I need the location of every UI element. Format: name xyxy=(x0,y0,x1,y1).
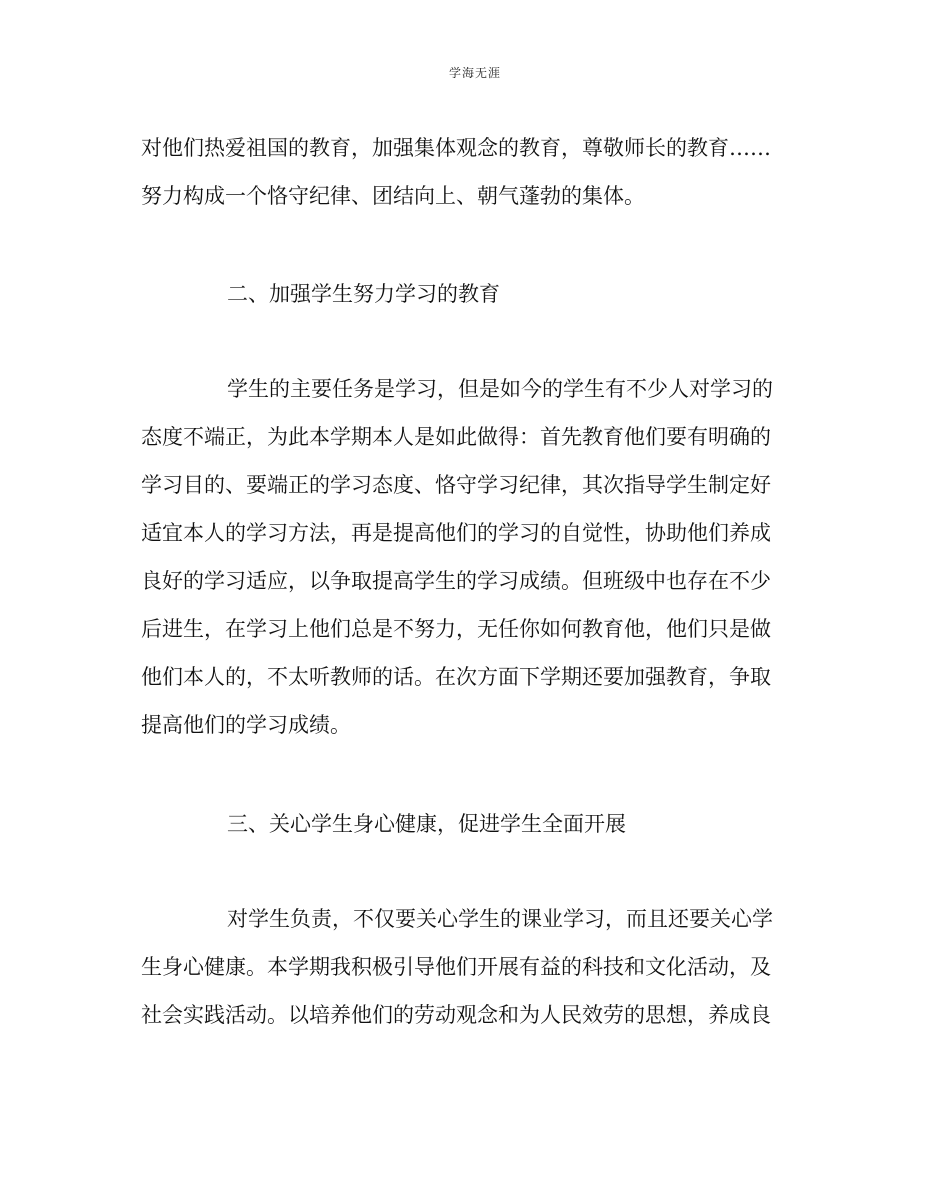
paragraph-line: 努力构成一个恪守纪律、团结向上、朝气蓬勃的集体。 xyxy=(141,184,645,208)
paragraph-line: 后进生，在学习上他们总是不努力，无任你如何教育他，他们只是做 xyxy=(141,617,771,641)
paragraph-line: 学习目的、要端正的学习态度、恪守学习纪律，其次指导学生制定好 xyxy=(141,473,771,497)
paragraph-line: 生身心健康。本学期我积极引导他们开展有益的科技和文化活动，及 xyxy=(141,955,771,979)
paragraph-line: 社会实践活动。以培养他们的劳动观念和为人民效劳的思想，养成良 xyxy=(141,1003,771,1027)
paragraph-line: 对他们热爱祖国的教育，加强集体观念的教育，尊敬师长的教育…… xyxy=(141,136,771,160)
paragraph-line: 对学生负责，不仅要关心学生的课业学习，而且还要关心学 xyxy=(227,907,773,931)
section-heading: 二、加强学生努力学习的教育 xyxy=(227,282,500,306)
paragraph-line: 态度不端正，为此本学期本人是如此做得：首先教育他们要有明确的 xyxy=(141,425,771,449)
paragraph-line: 良好的学习适应，以争取提高学生的学习成绩。但班级中也存在不少 xyxy=(141,569,771,593)
paragraph-line: 适宜本人的学习方法，再是提高他们的学习的自觉性，协助他们养成 xyxy=(141,521,771,545)
paragraph-line: 他们本人的，不太听教师的话。在次方面下学期还要加强教育，争取 xyxy=(141,665,771,689)
paragraph-line: 学生的主要任务是学习，但是如今的学生有不少人对学习的 xyxy=(227,377,773,401)
paragraph-line: 提高他们的学习成绩。 xyxy=(141,713,351,737)
page-header: 学海无涯 xyxy=(448,66,501,80)
section-heading: 三、关心学生身心健康，促进学生全面开展 xyxy=(227,812,626,836)
